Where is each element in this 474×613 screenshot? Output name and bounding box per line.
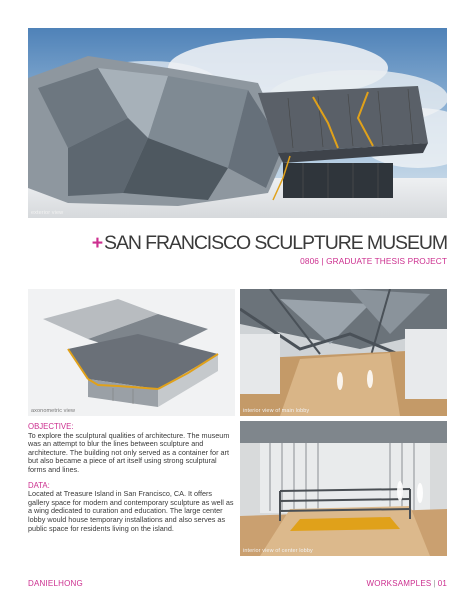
axonometric-view-caption: axonometric view — [31, 408, 76, 414]
objective-heading: OBJECTIVE: — [28, 422, 74, 431]
project-title-block — [28, 232, 447, 266]
work-label: WORK — [366, 579, 393, 588]
description-column — [28, 423, 234, 540]
objective-text: To explore the sculptural qualities of architecture. The museum was an attempt to blur the lines between sculpture and architecture. The building not only served as a container for art but also became a piece of art itself using strong sculptural forms and lines. — [28, 430, 230, 474]
page-number: 01 — [437, 579, 447, 588]
exterior-view-image — [28, 28, 447, 218]
plus-mark: + — [91, 232, 103, 254]
exterior-view-render — [28, 28, 447, 218]
author-first-name: DANIEL — [28, 579, 59, 588]
center-lobby-caption: interior view of center lobby — [243, 548, 313, 554]
center-lobby-image — [240, 421, 447, 556]
main-lobby-render — [240, 289, 447, 416]
axonometric-view-image — [28, 289, 235, 416]
center-lobby-render — [240, 421, 447, 556]
data-text: Located at Treasure Island in San Francisco, CA. It offers gallery space for modern and contemporary sculpture as well as a wing dedicated to curation and education. The large center lobby would house temporary installations and also serves as public space for residents living on the island. — [28, 489, 234, 533]
axonometric-view-render — [28, 289, 235, 416]
project-subtitle: 0806 | GRADUATE THESIS PROJECT — [300, 256, 447, 266]
project-title-text: SAN FRANCISCO SCULPTURE MUSEUM — [104, 232, 447, 254]
project-title — [28, 232, 447, 254]
main-lobby-caption: interior view of main lobby — [243, 408, 310, 414]
data-heading: DATA: — [28, 480, 50, 490]
page-label — [367, 579, 447, 588]
author-last-name: HONG — [58, 579, 83, 588]
exterior-view-caption: exterior view — [31, 210, 64, 216]
author-name — [28, 579, 83, 588]
footer-separator: | — [433, 579, 436, 588]
main-lobby-image — [240, 289, 447, 416]
samples-label: SAMPLES — [392, 579, 432, 588]
